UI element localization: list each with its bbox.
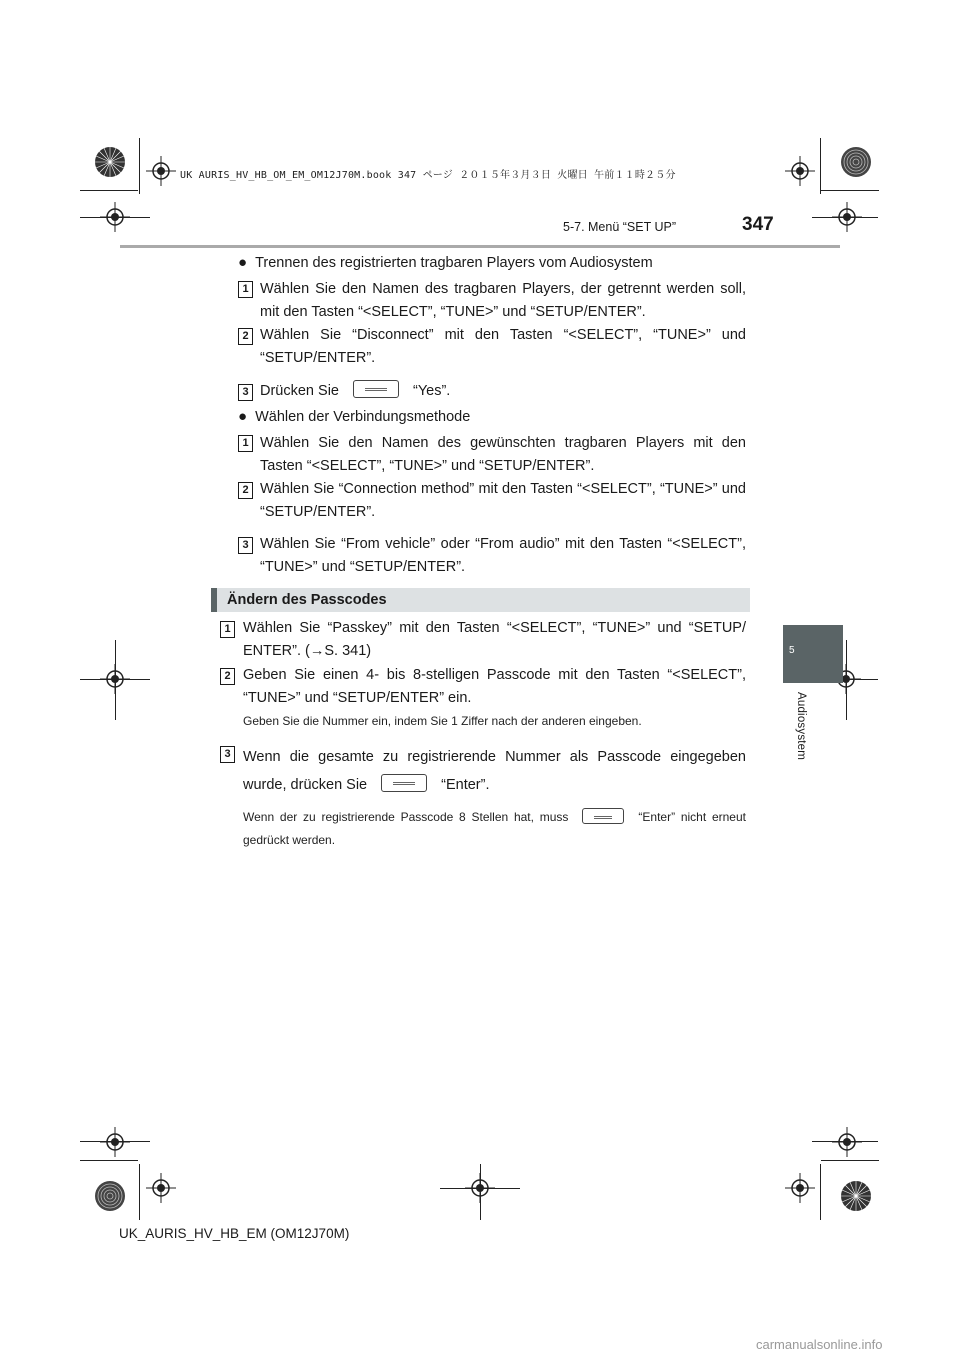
step-text: Wählen Sie “From vehicle” oder “From audio” mit den Tasten “<SELECT”, “TUNE>” und “SETUP/ENTER”. — [260, 536, 746, 575]
bullet-title: Wählen der Verbindungsmethode — [255, 409, 471, 425]
crop-line — [139, 138, 140, 194]
crop-line — [80, 1160, 138, 1161]
chapter-number: 5 — [789, 645, 795, 656]
crop-line — [821, 190, 879, 191]
print-info: UK AURIS_HV_HB_OM_EM_OM12J70M.book 347 ページ ２０１５年３月３日 火曜日 午前１１時２５分 — [180, 170, 676, 181]
step-text: Wählen Sie “Disconnect” mit den Tasten “<SELECT”, “TUNE>” und “SETUP/ENTER”. — [260, 327, 746, 366]
bullet-heading — [238, 408, 470, 425]
crop-line — [440, 1188, 520, 1189]
watermark: carmanualsonline.info — [756, 1337, 883, 1352]
note-part: “Enter” nicht erneut gedrückt werden. — [243, 810, 746, 847]
step-number: 2 — [238, 328, 253, 345]
step-number: 3 — [238, 537, 253, 554]
step-text — [243, 743, 746, 799]
crop-line — [80, 1141, 150, 1142]
step-number: 1 — [238, 281, 253, 298]
crop-line — [812, 1141, 878, 1142]
registration-disc-icon — [840, 1180, 872, 1212]
step-number: 3 — [238, 384, 253, 401]
registration-disc-icon — [840, 146, 872, 178]
bullet-heading — [238, 254, 653, 271]
step-number: 1 — [220, 621, 235, 638]
running-head: 5-7. Menü “SET UP” — [563, 220, 677, 234]
crop-line — [846, 640, 847, 720]
registration-disc-icon — [94, 146, 126, 178]
crosshair-icon — [146, 1173, 176, 1203]
crop-line — [812, 217, 878, 218]
header-rule — [120, 245, 840, 248]
step-note — [243, 806, 746, 852]
step-text — [260, 380, 746, 403]
page-number: 347 — [742, 214, 774, 235]
screen-button-icon — [381, 774, 427, 792]
step-number: 3 — [220, 746, 235, 763]
bullet-icon: ● — [238, 254, 248, 271]
crop-line — [821, 1160, 879, 1161]
crop-line — [480, 1164, 481, 1220]
step-number: 1 — [238, 435, 253, 452]
step-text: Wählen Sie “Connection method” mit den Tasten “<SELECT”, “TUNE>” und “SETUP/ENTER”. — [260, 481, 746, 520]
crop-line — [820, 138, 821, 194]
section-title: Ändern des Passcodes — [211, 588, 750, 612]
step-text: Geben Sie einen 4- bis 8-stelligen Passcode mit den Tasten “<SELECT”, “TUNE>” und “SETUP/ENTER” ein. — [243, 667, 746, 706]
step-note: Geben Sie die Nummer ein, indem Sie 1 Ziffer nach der anderen eingeben. — [243, 714, 642, 728]
crosshair-icon — [832, 1127, 862, 1157]
step-text-part: Wenn die gesamte zu registrierende Nummer als Passcode eingegeben wurde, drücken Sie — [243, 749, 746, 793]
note-part: Wenn der zu registrierende Passcode 8 Stellen hat, muss — [243, 810, 569, 824]
screen-button-icon — [353, 380, 399, 398]
step-text-part: Drücken Sie — [260, 383, 339, 399]
step-number: 2 — [220, 668, 235, 685]
screen-button-icon — [582, 808, 624, 824]
step-text: Wählen Sie “Passkey” mit den Tasten “<SELECT”, “TUNE>” und “SETUP/ ENTER”. (→S. 341) — [243, 620, 746, 659]
crosshair-icon — [100, 1127, 130, 1157]
crosshair-icon — [785, 156, 815, 186]
step-text: Wählen Sie den Namen des tragbaren Players, der getrennt werden soll, mit den Tasten “<SELECT”, “TUNE>” und “SETUP/ENTER”. — [260, 281, 746, 320]
crop-line — [80, 190, 138, 191]
model-code: UK_AURIS_HV_HB_EM (OM12J70M) — [119, 1226, 350, 1241]
registration-disc-icon — [94, 1180, 126, 1212]
crop-line — [820, 1164, 821, 1220]
step-text-part: “Yes”. — [412, 383, 451, 399]
crop-line — [139, 1164, 140, 1220]
crop-line — [80, 217, 150, 218]
chapter-label: Audiosystem — [795, 692, 807, 761]
bullet-icon: ● — [238, 408, 248, 425]
crop-line — [115, 640, 116, 720]
step-number: 2 — [238, 482, 253, 499]
bullet-title: Trennen des registrierten tragbaren Players vom Audiosystem — [255, 255, 653, 271]
chapter-tab — [783, 625, 843, 683]
step-text: Wählen Sie den Namen des gewünschten tragbaren Players mit den Tasten “<SELECT”, “TUNE>” und “SETUP/ENTER”. — [260, 435, 746, 474]
crosshair-icon — [785, 1173, 815, 1203]
step-text-part: “Enter”. — [441, 777, 490, 793]
crosshair-icon — [146, 156, 176, 186]
